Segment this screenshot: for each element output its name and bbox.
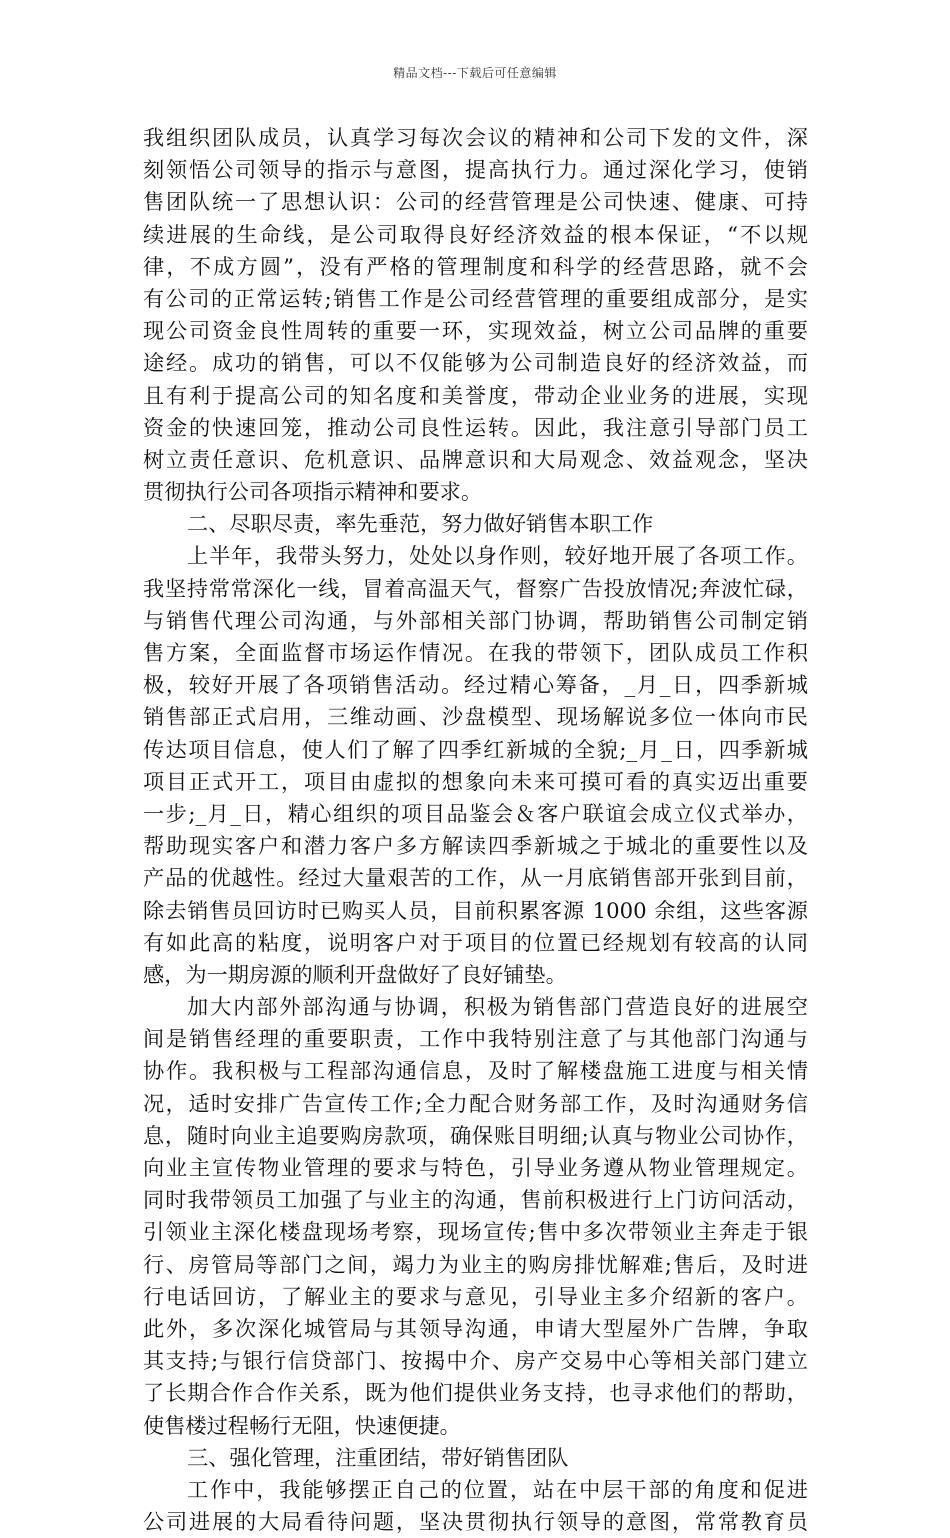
text-line: 协作。我积极与工程部沟通信息，及时了解楼盘施工进度与相关情 [143, 1058, 808, 1084]
text-line: 销售部正式启用，三维动画、沙盘模型、现场解说多位一体向市民 [143, 704, 808, 730]
paragraph [143, 540, 808, 991]
text-line: 树立责任意识、危机意识、品牌意识和大局观念、效益观念，坚决 [143, 446, 808, 472]
page-header: 精品文档---下载后可任意编辑 [393, 66, 557, 80]
text-line: 项目正式开工，项目由虚拟的想象向未来可摸可看的真实迈出重要 [143, 768, 808, 794]
paragraph [143, 1474, 808, 1538]
text-line: 一步;_月_日，精心组织的项目品鉴会＆客户联谊会成立仪式举办， [143, 800, 808, 826]
text-line: 其支持;与银行信贷部门、按揭中介、房产交易中心等相关部门建立 [143, 1348, 808, 1374]
text-line: 行、房管局等部门之间，竭力为业主的购房排忧解难;售后，及时进 [143, 1251, 808, 1277]
text-line: 售方案，全面监督市场运作情况。在我的带领下，团队成员工作积 [143, 640, 808, 665]
text-line: 售团队统一了思想认识：公司的经营管理是公司快速、健康、可持 [143, 189, 808, 215]
text-line: 加大内部外部沟通与协调，积极为销售部门营造良好的进展空 [187, 994, 808, 1020]
text-line: 传达项目信息，使人们了解了四季红新城的全貌;_月_日，四季新城 [143, 736, 808, 762]
text-line: 我组织团队成员，认真学习每次会议的精神和公司下发的文件，深 [143, 125, 808, 150]
text-line: 工作中，我能够摆正自己的位置，站在中层干部的角度和促进 [187, 1476, 808, 1502]
text-line: 间是销售经理的重要职责，工作中我特别注意了与其他部门沟通与 [143, 1026, 808, 1052]
text-line: 有公司的正常运转;销售工作是公司经营管理的重要组成部分，是实 [143, 285, 808, 311]
paragraph [143, 122, 808, 508]
text-line: 息，随时向业主追要购房款项，确保账目明细;认真与物业公司协作， [143, 1122, 808, 1148]
text-line: 使售楼过程畅行无阻，快速便捷。 [143, 1412, 461, 1438]
text-line: 引领业主深化楼盘现场考察，现场宣传;售中多次带领业主奔走于银 [143, 1219, 808, 1245]
text-line: 除去销售员回访时已购买人员，目前积累客源 1000 余组，这些客源 [143, 897, 808, 923]
text-line: 况，适时安排广告宣传工作;全力配合财务部工作，及时沟通财务信 [143, 1090, 808, 1116]
text-line: 贯彻执行公司各项指示精神和要求。 [143, 479, 483, 505]
text-line: 同时我带领员工加强了与业主的沟通，售前积极进行上门访问活动， [143, 1187, 808, 1213]
text-line: 有如此高的粘度，说明客户对于项目的位置已经规划有较高的认同 [143, 929, 808, 955]
text-line: 刻领悟公司领导的指示与意图，提高执行力。通过深化学习，使销 [143, 157, 808, 183]
text-line: 我坚持常常深化一线，冒着高温天气，督察广告投放情况;奔波忙碌， [143, 575, 808, 601]
text-line: 资金的快速回笼，推动公司良性运转。因此，我注意引导部门员工 [143, 414, 808, 440]
text-line: 产品的优越性。经过大量艰苦的工作，从一月底销售部开张到目前， [143, 865, 808, 891]
text-line: 且有利于提高公司的知名度和美誉度，带动企业业务的进展，实现 [143, 382, 808, 408]
paragraph [143, 991, 808, 1442]
text-line: 续进展的生命线，是公司取得良好经济效益的根本保证，“不以规 [143, 221, 808, 247]
text-line: 公司进展的大局看待问题，坚决贯彻执行领导的意图，常常教育员 [143, 1509, 808, 1535]
text-line: 此外，多次深化城管局与其领导沟通，申请大型屋外广告牌，争取 [143, 1315, 808, 1341]
text-line: 律，不成方圆”，没有严格的管理制度和科学的经营思路，就不会 [143, 253, 808, 279]
section-heading: 三、强化管理，注重团结，带好销售团队 [187, 1444, 569, 1470]
text-line: 行电话回访，了解业主的要求与意见，引导业主多介绍新的客户。 [143, 1283, 808, 1309]
text-line: 途经。成功的销售，可以不仅能够为公司制造良好的经济效益，而 [143, 350, 808, 376]
text-line: 现公司资金良性周转的重要一环，实现效益，树立公司品牌的重要 [143, 318, 808, 344]
text-line: 上半年，我带头努力，处处以身作则，较好地开展了各项工作。 [187, 543, 808, 569]
text-line: 帮助现实客户和潜力客户多方解读四季新城之于城北的重要性以及 [143, 833, 808, 859]
text-line: 极，较好开展了各项销售活动。经过精心筹备，_月_日，四季新城 [143, 672, 808, 698]
text-line: 感，为一期房源的顺利开盘做好了良好铺垫。 [143, 961, 567, 987]
text-line: 向业主宣传物业管理的要求与特色，引导业务遵从物业管理规定。 [143, 1155, 808, 1180]
section-heading: 二、尽职尽责，率先垂范，努力做好销售本职工作 [187, 511, 654, 537]
text-line: 了长期合作合作关系，既为他们提供业务支持，也寻求他们的帮助， [143, 1380, 808, 1406]
document-body [143, 122, 808, 1538]
text-line: 与销售代理公司沟通，与外部相关部门协调，帮助销售公司制定销 [143, 607, 808, 633]
